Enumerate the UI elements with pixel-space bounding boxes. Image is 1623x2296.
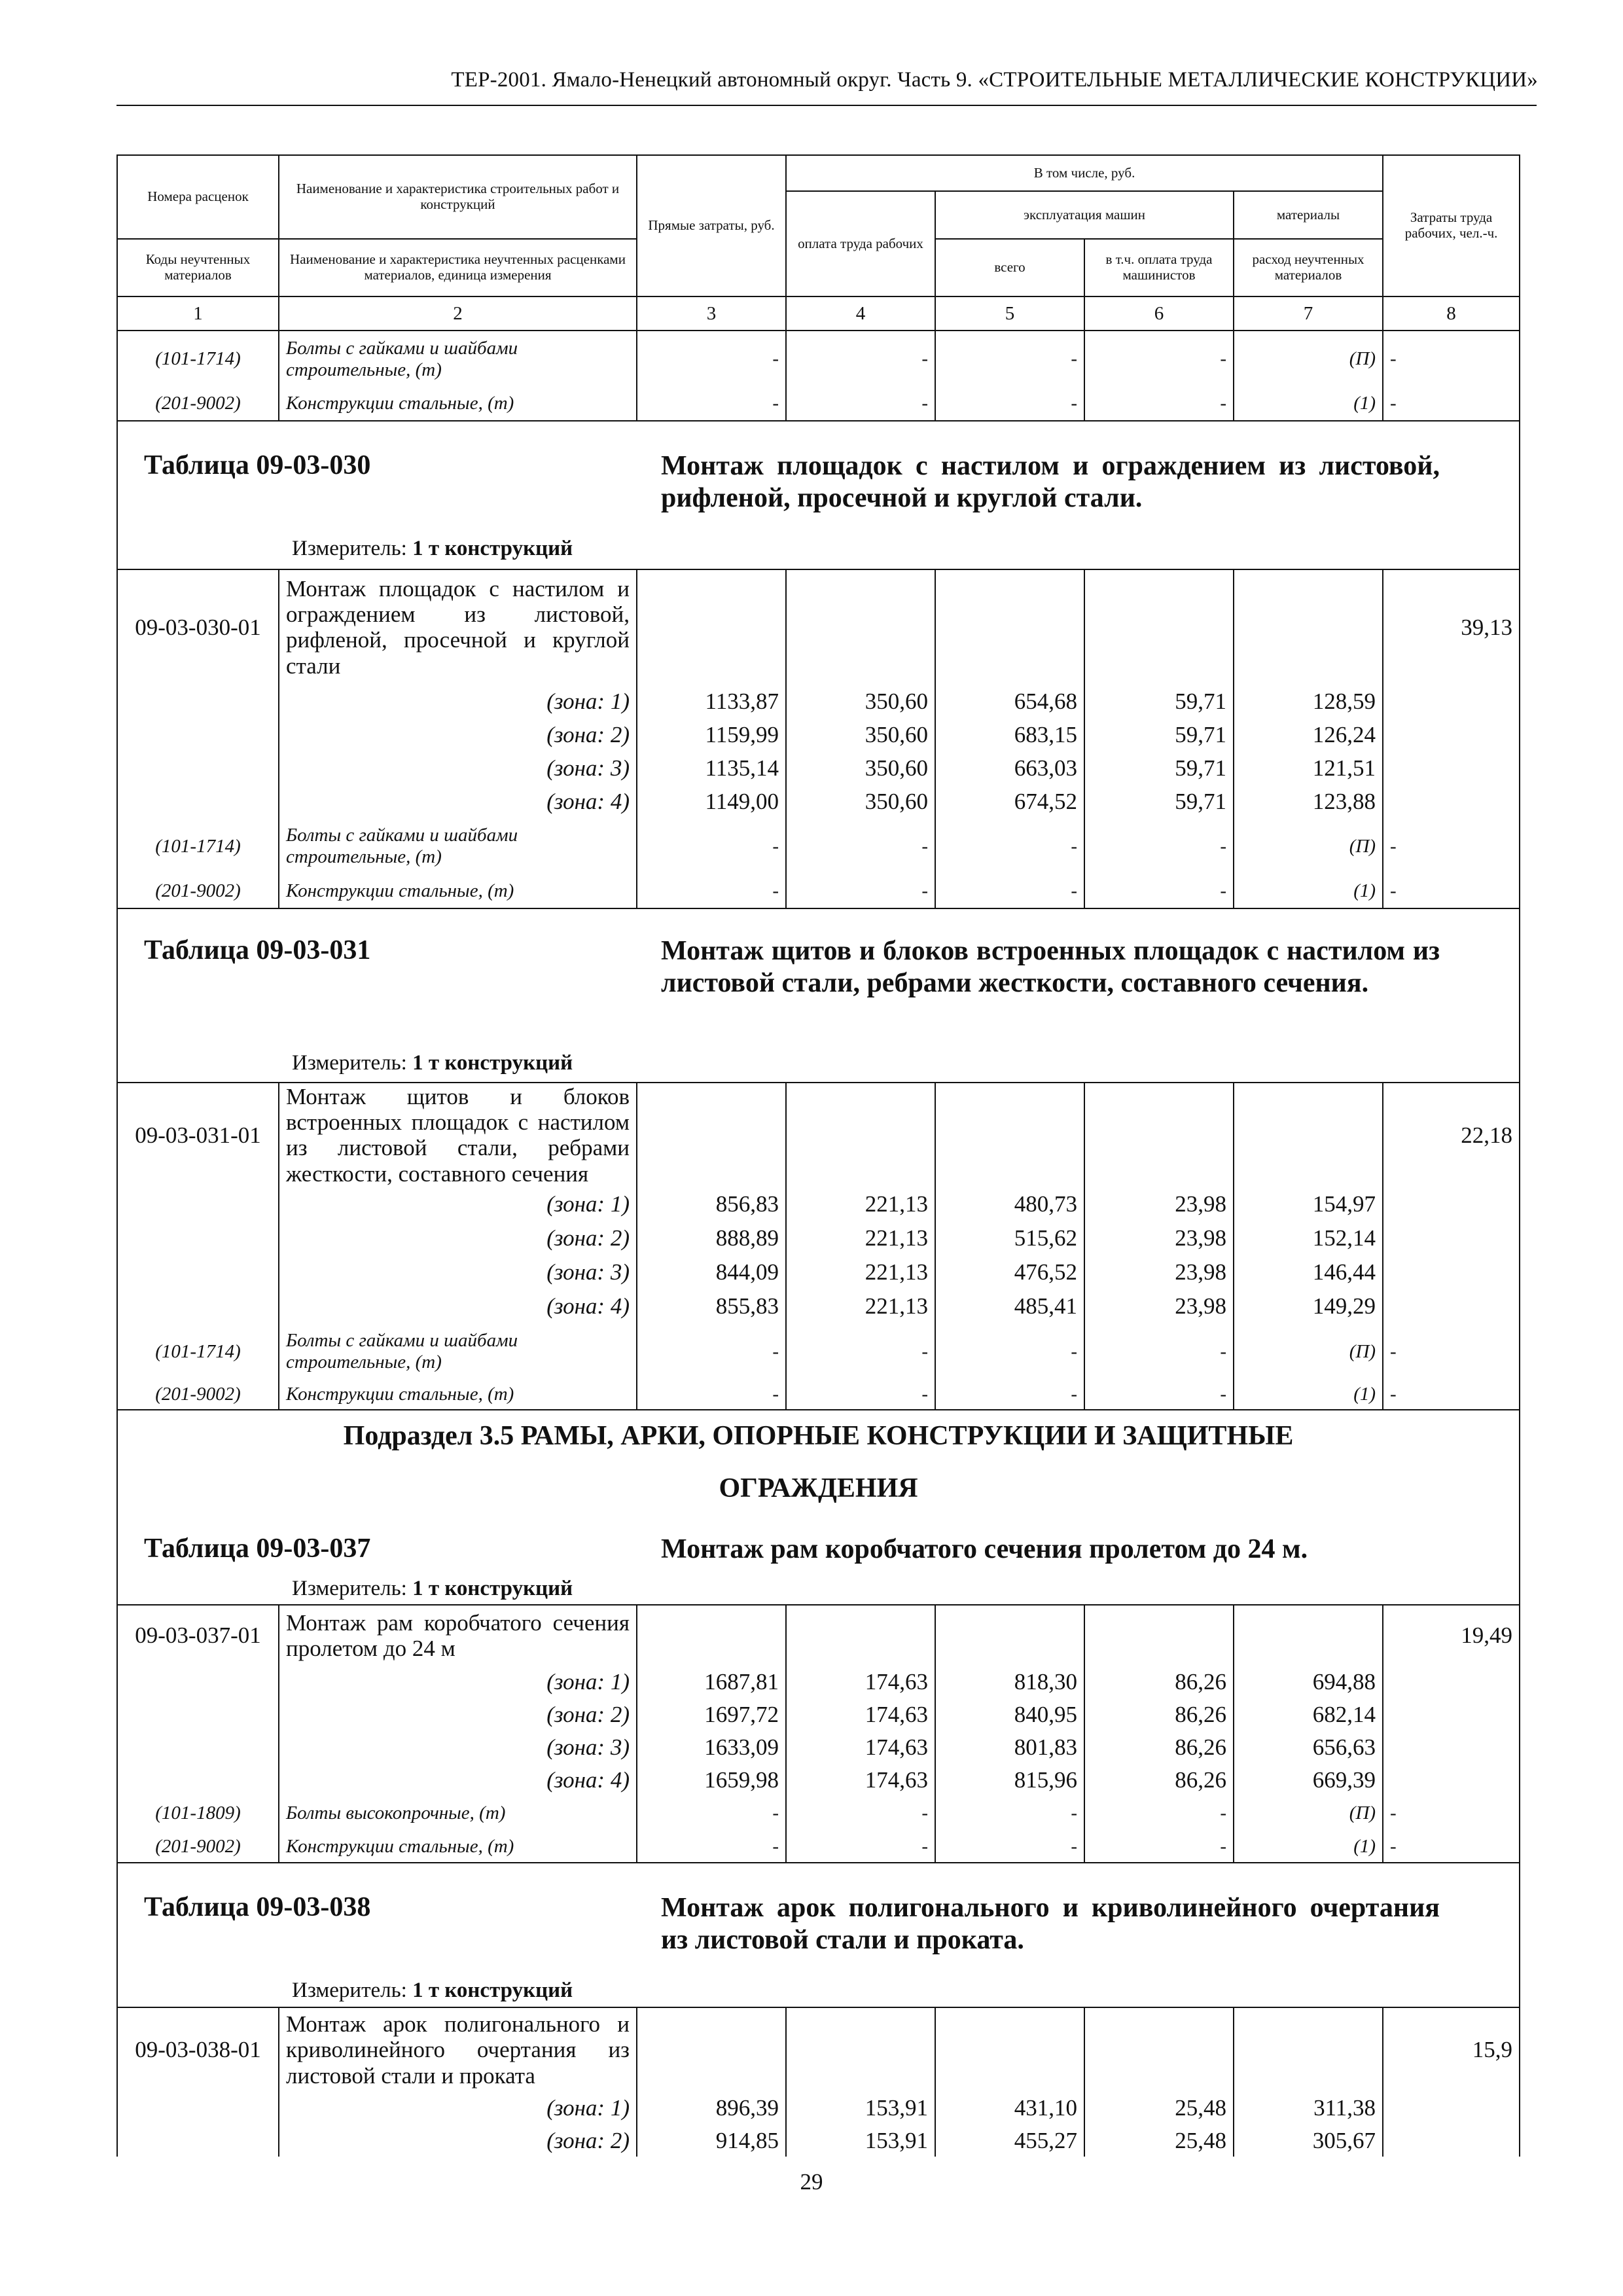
rate-name: Монтаж арок полигонального и криволинейного очертания из листовой стали и проката [279, 2007, 637, 2091]
material-code: (101-1714) [117, 331, 279, 387]
hdr-col7: расход неучтенных материалов [1234, 239, 1383, 296]
wage-cost: 221,13 [786, 1187, 935, 1221]
materials-cost: 305,67 [1234, 2124, 1383, 2157]
material-row [117, 1380, 1520, 1410]
price-row [117, 569, 1520, 685]
cell-dash: - [637, 331, 786, 387]
cell-dash: - [935, 874, 1084, 908]
wage-cost: 174,63 [786, 1763, 935, 1796]
machines-total: 485,41 [935, 1289, 1084, 1323]
cell-dash: - [637, 1830, 786, 1863]
wage-cost: 174,63 [786, 1665, 935, 1698]
machinist-wage: 86,26 [1084, 1698, 1234, 1731]
cell-dash: - [1084, 331, 1234, 387]
hdr-num-2: 2 [279, 296, 637, 331]
measure-value: 1 т конструкций [412, 1050, 573, 1075]
zone-label: (зона: 2) [279, 1698, 637, 1731]
cell-dash: - [1383, 387, 1520, 421]
material-name: Конструкции стальные, (т) [279, 387, 637, 421]
direct-cost: 855,83 [637, 1289, 786, 1323]
cell-dash: - [637, 1796, 786, 1830]
direct-cost: 1687,81 [637, 1665, 786, 1698]
cell-dash: - [786, 1830, 935, 1863]
material-mark: (П) [1234, 1323, 1383, 1380]
direct-cost: 1159,99 [637, 718, 786, 751]
material-row [117, 331, 1520, 387]
material-row [117, 1830, 1520, 1863]
materials-cost: 311,38 [1234, 2091, 1383, 2124]
material-row [117, 1796, 1520, 1830]
machines-total: 818,30 [935, 1665, 1084, 1698]
cell-dash: - [1383, 818, 1520, 874]
material-mark: (1) [1234, 874, 1383, 908]
measure-value: 1 т конструкций [412, 1979, 573, 2003]
material-name: Конструкции стальные, (т) [279, 1380, 637, 1410]
measure-line [118, 1577, 1519, 1605]
machinist-wage: 25,48 [1084, 2124, 1234, 2157]
direct-cost: 1133,87 [637, 685, 786, 718]
hdr-col3: Прямые затраты, руб. [637, 155, 786, 296]
material-row [117, 1323, 1520, 1380]
cell-dash: - [935, 387, 1084, 421]
hdr-col1-bottom: Коды неучтенных материалов [117, 239, 279, 296]
price-row [117, 2007, 1520, 2091]
machinist-wage: 86,26 [1084, 1731, 1234, 1763]
machines-total: 801,83 [935, 1731, 1084, 1763]
zone-label: (зона: 4) [279, 1289, 637, 1323]
cell-dash: - [786, 331, 935, 387]
machinist-wage: 86,26 [1084, 1665, 1234, 1698]
cell-dash: - [1383, 1380, 1520, 1410]
hdr-num-7: 7 [1234, 296, 1383, 331]
direct-cost: 1697,72 [637, 1698, 786, 1731]
machines-total: 663,03 [935, 751, 1084, 785]
zone-row [117, 718, 1520, 751]
zone-label: (зона: 3) [279, 1255, 637, 1289]
cell-dash: - [935, 1323, 1084, 1380]
wage-cost: 174,63 [786, 1698, 935, 1731]
wage-cost: 221,13 [786, 1289, 935, 1323]
materials-cost: 128,59 [1234, 685, 1383, 718]
material-mark: (1) [1234, 1380, 1383, 1410]
measure-line [118, 1049, 1519, 1082]
material-row [117, 387, 1520, 421]
cell-dash: - [1383, 1796, 1520, 1830]
machinist-wage: 59,71 [1084, 685, 1234, 718]
direct-cost: 914,85 [637, 2124, 786, 2157]
material-name: Болты с гайками и шайбами строительные, (т) [279, 818, 637, 874]
materials-cost: 123,88 [1234, 785, 1383, 818]
rate-name: Монтаж площадок с настилом и ограждением из листовой, рифленой, просечной и круглой стали [279, 569, 637, 685]
materials-cost: 682,14 [1234, 1698, 1383, 1731]
hdr-col5: всего [935, 239, 1084, 296]
cell-dash: - [1084, 1796, 1234, 1830]
rate-code: 09-03-037-01 [117, 1605, 279, 1665]
measure-value: 1 т конструкций [412, 1576, 573, 1600]
hdr-machines: эксплуатация машин [935, 191, 1234, 239]
zone-row [117, 685, 1520, 718]
zone-label: (зона: 2) [279, 1221, 637, 1255]
zone-label: (зона: 3) [279, 751, 637, 785]
rate-code: 09-03-038-01 [117, 2007, 279, 2091]
direct-cost: 1135,14 [637, 751, 786, 785]
cell-dash: - [1383, 1323, 1520, 1380]
materials-cost: 146,44 [1234, 1255, 1383, 1289]
material-code: (101-1809) [117, 1796, 279, 1830]
materials-cost: 694,88 [1234, 1665, 1383, 1698]
measure-label: Измеритель: [292, 537, 407, 560]
wage-cost: 350,60 [786, 685, 935, 718]
hdr-col2-bottom: Наименование и характеристика неучтенных расценками материалов, единица измерения [279, 239, 637, 296]
hdr-num-5: 5 [935, 296, 1084, 331]
material-row [117, 874, 1520, 908]
measure-value: 1 т конструкций [412, 537, 573, 560]
machines-total: 476,52 [935, 1255, 1084, 1289]
cell-dash: - [637, 1323, 786, 1380]
zone-label: (зона: 2) [279, 718, 637, 751]
materials-cost: 656,63 [1234, 1731, 1383, 1763]
cell-dash: - [1084, 1830, 1234, 1863]
machines-total: 515,62 [935, 1221, 1084, 1255]
hdr-num-4: 4 [786, 296, 935, 331]
machines-total: 674,52 [935, 785, 1084, 818]
cell-dash: - [637, 387, 786, 421]
cell-dash: - [786, 387, 935, 421]
rate-code: 09-03-030-01 [117, 569, 279, 685]
wage-cost: 153,91 [786, 2124, 935, 2157]
zone-row [117, 1698, 1520, 1731]
zone-row [117, 1665, 1520, 1698]
cell-dash: - [1084, 1380, 1234, 1410]
cell-dash: - [935, 331, 1084, 387]
cell-dash: - [1084, 1323, 1234, 1380]
zone-row [117, 1255, 1520, 1289]
machines-total: 654,68 [935, 685, 1084, 718]
zone-row [117, 1221, 1520, 1255]
zone-row [117, 2091, 1520, 2124]
zone-label: (зона: 1) [279, 1187, 637, 1221]
cell-dash: - [1084, 874, 1234, 908]
price-row [117, 1605, 1520, 1665]
zone-row [117, 2124, 1520, 2157]
material-row [117, 818, 1520, 874]
table-title: Таблица 09-03-030 [144, 450, 371, 480]
table-block-030 [117, 421, 1520, 569]
rate-code: 09-03-031-01 [117, 1083, 279, 1187]
cell-dash: - [786, 1796, 935, 1830]
cell-dash: - [786, 818, 935, 874]
machinist-wage: 23,98 [1084, 1187, 1234, 1221]
cell-dash: - [935, 1380, 1084, 1410]
materials-cost: 126,24 [1234, 718, 1383, 751]
machines-total: 840,95 [935, 1698, 1084, 1731]
materials-cost: 121,51 [1234, 751, 1383, 785]
machines-total: 431,10 [935, 2091, 1084, 2124]
hdr-incl: В том числе, руб. [786, 155, 1383, 191]
header-row-1 [117, 155, 1520, 191]
machines-total: 683,15 [935, 718, 1084, 751]
zone-row [117, 1731, 1520, 1763]
cell-dash: - [637, 874, 786, 908]
wage-cost: 174,63 [786, 1731, 935, 1763]
cell-dash: - [637, 1380, 786, 1410]
zone-row [117, 1289, 1520, 1323]
zone-label: (зона: 2) [279, 2124, 637, 2157]
wage-cost: 221,13 [786, 1221, 935, 1255]
material-name: Болты с гайками и шайбами строительные, (т) [279, 1323, 637, 1380]
wage-cost: 350,60 [786, 718, 935, 751]
cell-dash: - [1383, 331, 1520, 387]
direct-cost: 1659,98 [637, 1763, 786, 1796]
wage-cost: 153,91 [786, 2091, 935, 2124]
zone-label: (зона: 1) [279, 685, 637, 718]
table-title: Таблица 09-03-031 [144, 935, 371, 965]
material-mark: (1) [1234, 387, 1383, 421]
machinist-wage: 59,71 [1084, 718, 1234, 751]
header-rule [116, 105, 1537, 106]
hdr-col4: оплата труда рабочих [786, 191, 935, 296]
material-name: Болты высокопрочные, (т) [279, 1796, 637, 1830]
wage-cost: 350,60 [786, 785, 935, 818]
zone-label: (зона: 3) [279, 1731, 637, 1763]
direct-cost: 896,39 [637, 2091, 786, 2124]
cell-dash: - [935, 1796, 1084, 1830]
machines-total: 480,73 [935, 1187, 1084, 1221]
direct-cost: 888,89 [637, 1221, 786, 1255]
measure-line [118, 529, 1519, 569]
zone-label: (зона: 4) [279, 1763, 637, 1796]
machines-total: 455,27 [935, 2124, 1084, 2157]
wage-cost: 350,60 [786, 751, 935, 785]
material-code: (201-9002) [117, 1830, 279, 1863]
cell-dash: - [786, 1323, 935, 1380]
hdr-num-8: 8 [1383, 296, 1520, 331]
labor-cost: 22,18 [1383, 1083, 1520, 1187]
materials-cost: 152,14 [1234, 1221, 1383, 1255]
direct-cost: 856,83 [637, 1187, 786, 1221]
cell-dash: - [935, 1830, 1084, 1863]
hdr-materials: материалы [1234, 191, 1383, 239]
materials-cost: 149,29 [1234, 1289, 1383, 1323]
rate-name: Монтаж щитов и блоков встроенных площадок с настилом из листовой стали, ребрами жесткости, составного сечения [279, 1083, 637, 1187]
zone-label: (зона: 1) [279, 2091, 637, 2124]
cell-dash: - [1383, 874, 1520, 908]
measure-label: Измеритель: [292, 1576, 407, 1600]
cell-dash: - [637, 818, 786, 874]
cell-dash: - [786, 874, 935, 908]
material-code: (101-1714) [117, 1323, 279, 1380]
direct-cost: 844,09 [637, 1255, 786, 1289]
table-block-038 [117, 1863, 1520, 2007]
material-name: Конструкции стальные, (т) [279, 1830, 637, 1863]
material-code: (201-9002) [117, 1380, 279, 1410]
machinist-wage: 59,71 [1084, 751, 1234, 785]
material-code: (101-1714) [117, 818, 279, 874]
material-mark: (П) [1234, 331, 1383, 387]
running-head: ТЕР-2001. Ямало-Ненецкий автономный округ. Часть 9. «СТРОИТЕЛЬНЫЕ МЕТАЛЛИЧЕСКИЕ КОНСТРУКЦИИ» [451, 68, 1538, 92]
price-table [116, 154, 1520, 2157]
table-description: Монтаж арок полигонального и криволинейного очертания из листовой стали и проката. [661, 1893, 1440, 1956]
cell-dash: - [1084, 387, 1234, 421]
materials-cost: 669,39 [1234, 1763, 1383, 1796]
section-heading [118, 1410, 1519, 1515]
hdr-col6: в т.ч. оплата труда машинистов [1084, 239, 1234, 296]
zone-label: (зона: 4) [279, 785, 637, 818]
table-description: Монтаж рам коробчатого сечения пролетом до 24 м. [661, 1534, 1308, 1564]
machines-total: 815,96 [935, 1763, 1084, 1796]
zone-row [117, 1187, 1520, 1221]
direct-cost: 1633,09 [637, 1731, 786, 1763]
machinist-wage: 23,98 [1084, 1221, 1234, 1255]
page-number: 29 [800, 2169, 823, 2195]
machinist-wage: 86,26 [1084, 1763, 1234, 1796]
table-title: Таблица 09-03-037 [144, 1533, 371, 1564]
labor-cost: 15,9 [1383, 2007, 1520, 2091]
labor-cost: 39,13 [1383, 569, 1520, 685]
material-code: (201-9002) [117, 387, 279, 421]
machinist-wage: 25,48 [1084, 2091, 1234, 2124]
measure-line [118, 1972, 1519, 2007]
cell-dash: - [786, 1380, 935, 1410]
machinist-wage: 23,98 [1084, 1289, 1234, 1323]
machinist-wage: 23,98 [1084, 1255, 1234, 1289]
header-numbers-row [117, 296, 1520, 331]
hdr-num-3: 3 [637, 296, 786, 331]
hdr-col8: Затраты труда рабочих, чел.-ч. [1383, 155, 1520, 296]
hdr-col2-top: Наименование и характеристика строительных работ и конструкций [279, 155, 637, 239]
machinist-wage: 59,71 [1084, 785, 1234, 818]
wage-cost: 221,13 [786, 1255, 935, 1289]
cell-dash: - [1383, 1830, 1520, 1863]
table-title: Таблица 09-03-038 [144, 1892, 371, 1923]
direct-cost: 1149,00 [637, 785, 786, 818]
measure-label: Измеритель: [292, 1979, 407, 2003]
material-mark: (П) [1234, 818, 1383, 874]
hdr-num-1: 1 [117, 296, 279, 331]
zone-row [117, 785, 1520, 818]
section-heading-line1: Подраздел 3.5 РАМЫ, АРКИ, ОПОРНЫЕ КОНСТРУКЦИИ И ЗАЩИТНЫЕ [343, 1420, 1294, 1451]
table-description: Монтаж площадок с настилом и ограждением из листовой, рифленой, просечной и круглой стали. [661, 451, 1440, 513]
rate-name: Монтаж рам коробчатого сечения пролетом до 24 м [279, 1605, 637, 1665]
cell-dash: - [935, 818, 1084, 874]
labor-cost: 19,49 [1383, 1605, 1520, 1665]
measure-label: Измеритель: [292, 1050, 407, 1075]
hdr-num-6: 6 [1084, 296, 1234, 331]
section-heading-line2: ОГРАЖДЕНИЯ [719, 1473, 918, 1503]
zone-row [117, 1763, 1520, 1796]
table-description: Монтаж щитов и блоков встроенных площадок с настилом из листовой стали, ребрами жесткости, составного сечения. [661, 935, 1440, 998]
hdr-col1-top: Номера расценок [117, 155, 279, 239]
material-code: (201-9002) [117, 874, 279, 908]
zone-row [117, 751, 1520, 785]
section-block [117, 1410, 1520, 1605]
price-row [117, 1083, 1520, 1187]
material-name: Конструкции стальные, (т) [279, 874, 637, 908]
materials-cost: 154,97 [1234, 1187, 1383, 1221]
zone-label: (зона: 1) [279, 1665, 637, 1698]
material-mark: (1) [1234, 1830, 1383, 1863]
material-name: Болты с гайками и шайбами строительные, (т) [279, 331, 637, 387]
material-mark: (П) [1234, 1796, 1383, 1830]
table-block-031 [117, 908, 1520, 1083]
cell-dash: - [1084, 818, 1234, 874]
